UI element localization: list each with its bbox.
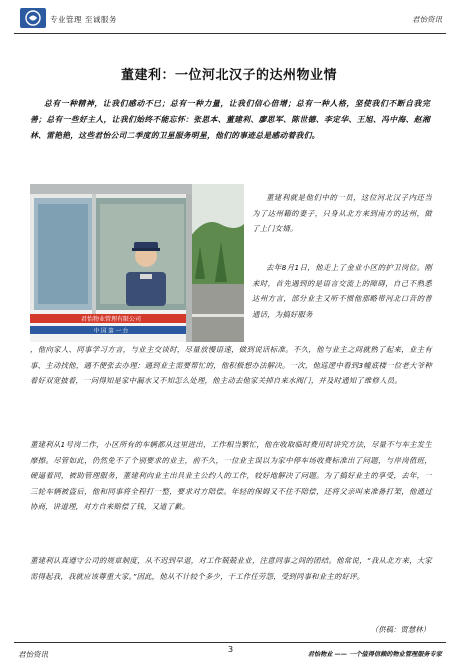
paragraph-3: 董建利从1号岗二作，小区所有的车辆都从这里进出，工作相当繁忙，他在收取临时费用时讲究方法，尽量不与车主发生摩擦。尽管如此，仍然免不了个别要求的业主，前不久，一位业主误以为家中停车场收费标准出了问题，与岸岗值班，硬逼着同，被助管理服务，董建利向业主出具业主公约人的工作，较好地解决了问题。为了搞好业主的享受，去年，一三轮车辆被盗后，他和同事将全程打一整，要求对方陪偿。年轻的保姆又不住不陪偿，还将父亲叫来准备打架，他通过协商，讲道理，对方自来赔偿了钱，又道了歉。 — [30, 440, 432, 511]
paragraph-2-part-b: ，他向家人、同事学习方言，与业主交谈时，尽量放慢语速，做到说话标准。不久，他与业主之间就熟了起来，业主有事、主动找他，遇不便张去办理；遇到业主需要帮忙的，他积极想办法解决。一次，他巡逻中看到3幢底楼一位老大爷种着好双宽披着，一问得知是家中漏水又不知怎么处理，他主动去他家关掉自来水阀门，并及时通知了维修人员。 — [30, 345, 432, 385]
booth-banner-text: 君怡物业管理有限公司 — [80, 316, 142, 323]
paragraph-4: 董建利认真遵守公司的规章制度，从不迟到早退，对工作兢兢业业，注意同事之间的团结。他常说，“我从北方来，大家需得起我，我就应该尊重大家。”因此，他从不计较个多少，干工作任劳怨，受到同事和业主的好评。 — [30, 556, 432, 581]
article-author: （供稿：贾慧林） — [370, 625, 430, 634]
header-publication-name: 君怡资讯 — [412, 15, 442, 24]
footer-tagline: 君怡物业 —— 一个值得信赖的物业管理服务专家 — [307, 651, 442, 658]
booth-banner-subtext: 中 国 第 一 台 — [93, 328, 129, 335]
paragraph-1: 董建利就是他们中的一员，这位河北汉子内还当为了达州籍的妻子，只身从北方来到南方的达州，做了上门女婿。 — [252, 193, 432, 233]
guard-booth-photo — [30, 184, 244, 342]
page-header — [14, 6, 446, 34]
paragraph-2-part-a: 去年8月1日，他走上了金业小区的护卫岗位。刚来时，首先遇到的是语言交流上的障碍，自己不熟悉达州方言，部分业主又听不惯他那略带河北口音的普通话，为搞好服务 — [252, 263, 432, 319]
article-title: 董建利：一位河北汉子的达州物业情 — [120, 68, 337, 83]
page-footer — [14, 642, 446, 662]
header-slogan: 专业管理 至诚服务 — [50, 15, 117, 24]
article-intro: 总有一种精神，让我们感动不已；总有一种力量，让我们信心倍增；总有一种人格，坚使我们不断自我完善；总有一些好主人，让我们始终不能忘怀：张思本、董建利、廖思军、陈世德、李定华、王旭、冯中海、赵湘林、雷艳艳，这些君怡公司二季度的卫星服务明星，他们的事迹总是感动着我们。 — [30, 99, 430, 140]
footer-publication-name: 君怡资讯 — [18, 650, 48, 659]
page-number: 3 — [228, 645, 234, 654]
company-logo — [20, 8, 46, 28]
